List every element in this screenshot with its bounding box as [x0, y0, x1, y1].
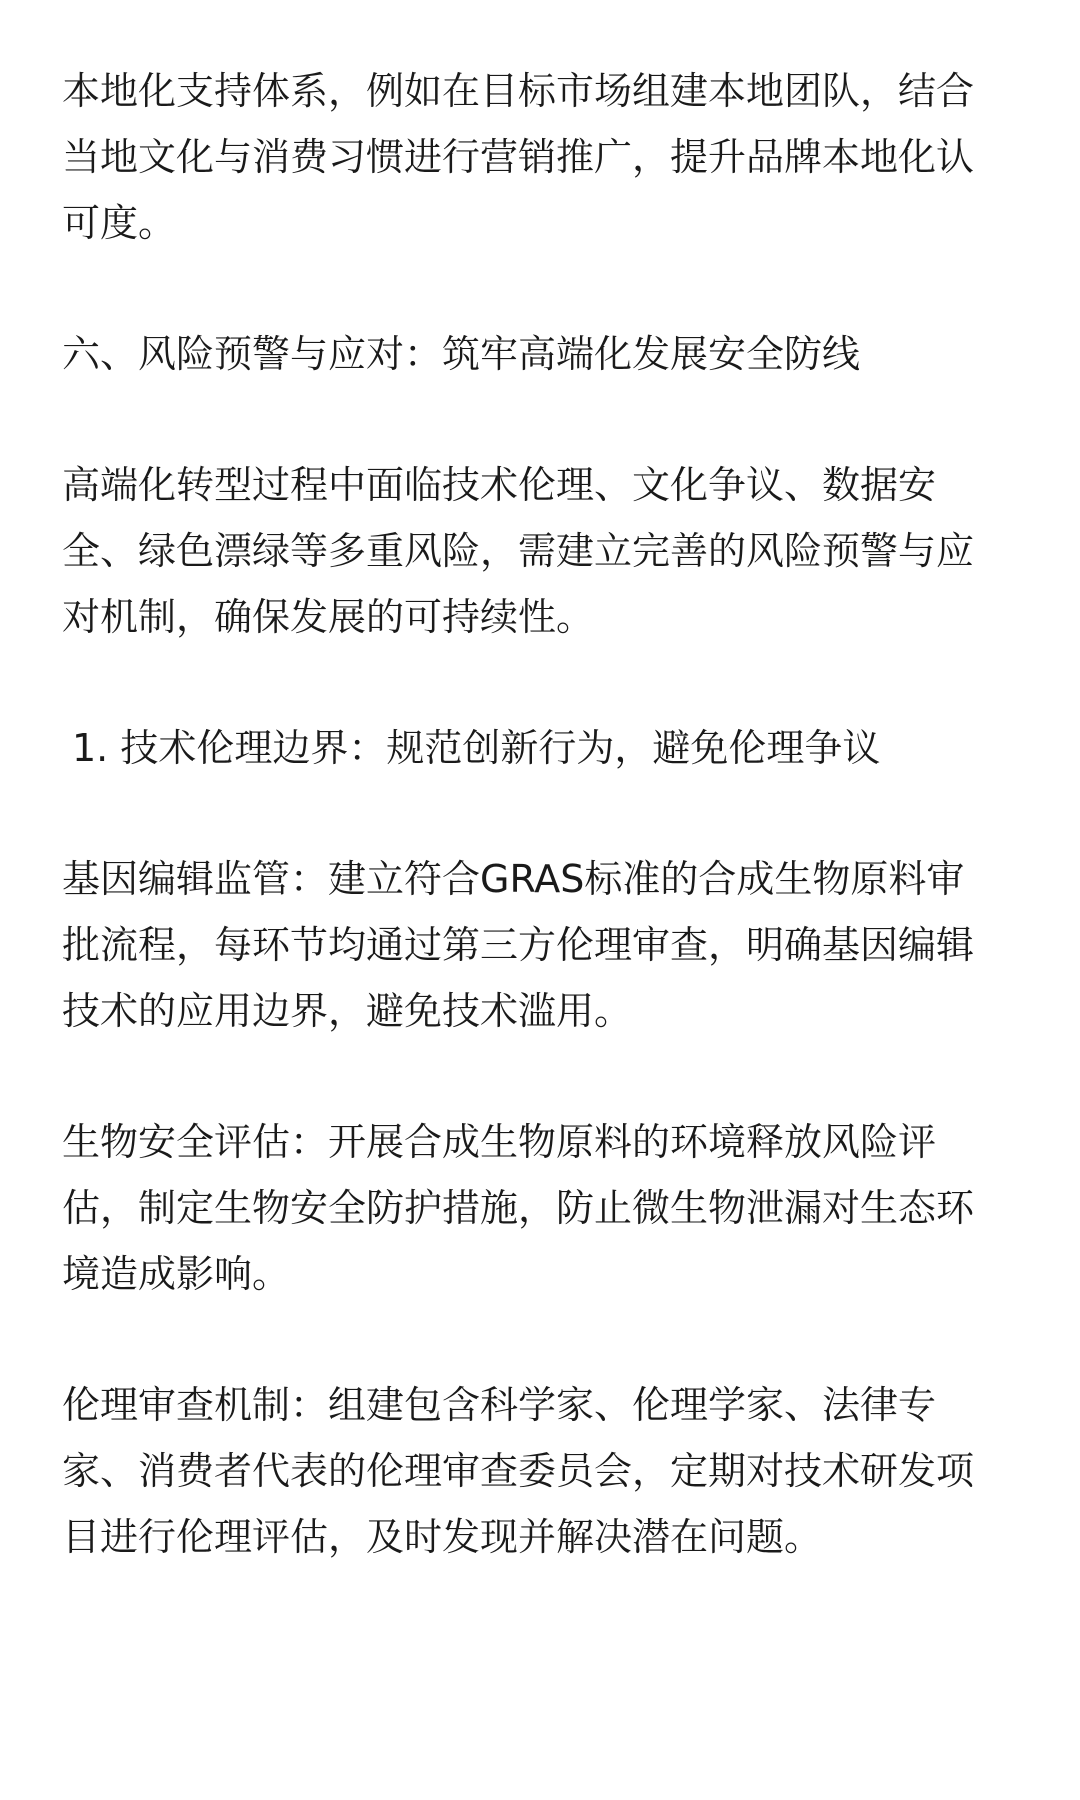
paragraph-localization-support	[62, 58, 1022, 256]
text-line: 家、消费者代表的伦理审查委员会，定期对技术研发项	[62, 1449, 975, 1493]
section-heading-risk	[62, 321, 1022, 387]
text-line: 生物安全评估：开展合成生物原料的环境释放风险评	[62, 1120, 937, 1164]
text-line: 可度。	[62, 201, 177, 245]
paragraph-gene-editing	[62, 846, 1022, 1044]
text-line: 全、绿色漂绿等多重风险，需建立完善的风险预警与应	[62, 529, 975, 573]
list-heading-tech-ethics	[62, 715, 1022, 781]
text-line: 境造成影响。	[62, 1252, 291, 1296]
text-line: 高端化转型过程中面临技术伦理、文化争议、数据安	[62, 463, 937, 507]
text-line: 基因编辑监管：建立符合GRAS标准的合成生物原料审	[62, 857, 965, 901]
text-line: 估，制定生物安全防护措施，防止微生物泄漏对生态环	[62, 1186, 975, 1230]
text-line: 当地文化与消费习惯进行营销推广，提升品牌本地化认	[62, 135, 975, 179]
text-line: 目进行伦理评估，及时发现并解决潜在问题。	[62, 1515, 823, 1559]
list-heading-text: 1. 技术伦理边界：规范创新行为，避免伦理争议	[72, 726, 881, 770]
paragraph-ethics-review	[62, 1372, 1022, 1570]
text-line: 技术的应用边界，避免技术滥用。	[62, 989, 633, 1033]
text-line: 对机制，确保发展的可持续性。	[62, 595, 595, 639]
paragraph-risk-intro	[62, 452, 1022, 650]
text-line: 批流程，每环节均通过第三方伦理审查，明确基因编辑	[62, 923, 975, 967]
paragraph-biosafety	[62, 1109, 1022, 1307]
article-body	[62, 58, 1022, 1570]
text-line: 本地化支持体系，例如在目标市场组建本地团队，结合	[62, 69, 975, 113]
text-line: 伦理审查机制：组建包含科学家、伦理学家、法律专	[62, 1383, 937, 1427]
section-heading-text: 六、风险预警与应对：筑牢高端化发展安全防线	[62, 332, 861, 376]
